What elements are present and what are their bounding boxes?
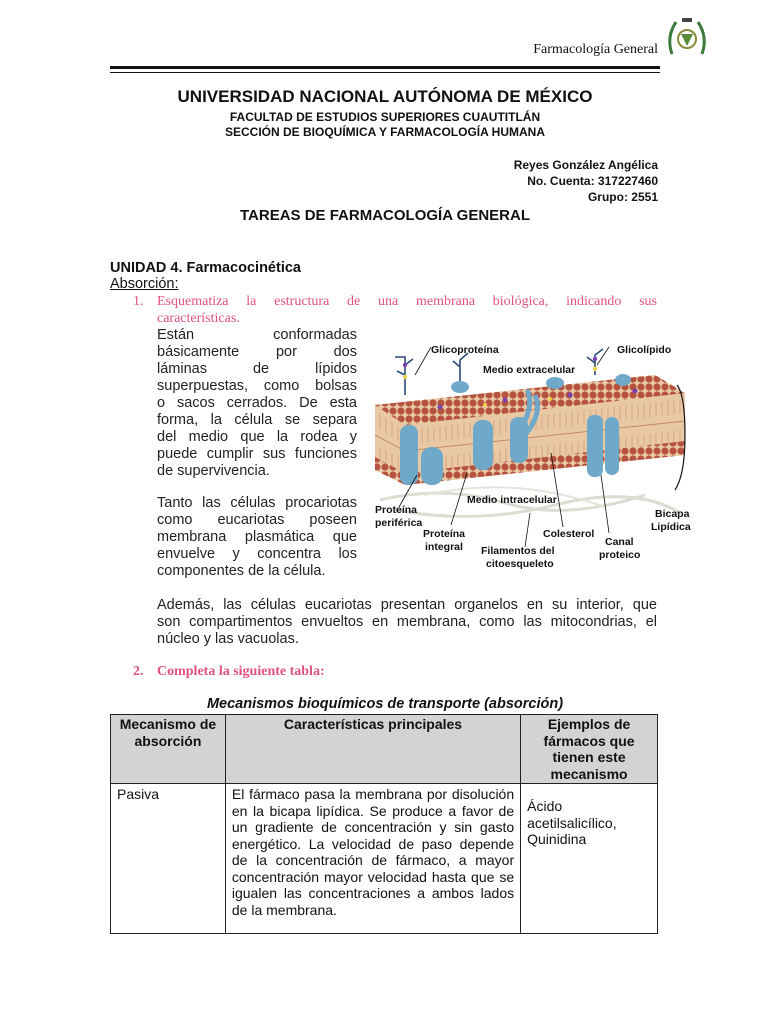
transport-table xyxy=(110,714,658,934)
question-1-number: 1. xyxy=(133,294,144,309)
student-group: Grupo: 2551 xyxy=(587,190,658,204)
header-characteristics: Características principales xyxy=(225,715,520,784)
cell-characteristics: El fármaco pasa la membrana por disolución en la bicapa lipídica. Se produce a favor de un gradiente de concentración y sin gasto energético. La velocidad de paso depende de la concentración de fármaco, a mayor concentración mayor velocidad hasta que se igualen las concentraciones a ambos lados de la membrana. xyxy=(225,784,520,934)
answer-line: forma, la célula se separa xyxy=(157,412,357,428)
integral-protein-shape xyxy=(400,425,418,485)
peripheral-protein-shape xyxy=(421,447,443,485)
label-filaments-2: citoesqueleto xyxy=(486,558,554,570)
membrane-diagram xyxy=(365,335,698,575)
document-title: TAREAS DE FARMACOLOGÍA GENERAL xyxy=(239,207,530,224)
answer-line: de supervivencia. xyxy=(157,463,270,479)
answer-line: como eucariotas poseen xyxy=(157,512,357,528)
cell-examples xyxy=(521,784,658,934)
answer-line: envuelve y concentra los xyxy=(157,546,357,562)
unit-heading: UNIDAD 4. Farmacocinética xyxy=(110,260,301,276)
answer-line: básicamente por dos xyxy=(157,344,357,360)
label-cholesterol: Colesterol xyxy=(543,528,595,540)
header-course: Farmacología General xyxy=(533,42,658,57)
answer-line: núcleo y las vacuolas. xyxy=(157,631,299,647)
question-1-line-1: Esquematiza la estructura de una membrana biológica, indicando sus xyxy=(157,294,657,309)
label-glycoprotein: Glicoproteína xyxy=(431,344,499,356)
answer-line: Tanto las células procariotas xyxy=(157,495,357,511)
label-peripheral-1: Proteína xyxy=(375,504,418,516)
channel-protein-shape xyxy=(605,417,619,475)
university-title: UNIVERSIDAD NACIONAL AUTÓNOMA DE MÉXICO xyxy=(177,87,593,106)
answer-line: puede cumplir sus funciones xyxy=(157,446,357,462)
label-peripheral-2: periférica xyxy=(375,517,423,529)
faculty-title: FACULTAD DE ESTUDIOS SUPERIORES CUAUTITLÁN xyxy=(229,110,541,124)
answer-paragraph-1 xyxy=(157,327,357,480)
header-rule-thin xyxy=(110,72,660,73)
label-intracellular: Medio intracelular xyxy=(467,494,557,506)
table-row xyxy=(111,784,658,934)
header-examples: Ejemplos de fármacos que tienen este mecanismo xyxy=(521,715,658,784)
label-bilayer-1: Bicapa xyxy=(655,508,690,520)
example-drug-1: Ácido acetilsalicílico, xyxy=(527,798,617,831)
student-account: No. Cuenta: 317227460 xyxy=(527,174,658,188)
label-integral-2: integral xyxy=(425,541,463,553)
answer-paragraph-2 xyxy=(157,495,357,580)
answer-line: láminas de lípidos xyxy=(157,361,357,377)
label-channel-2: proteico xyxy=(599,549,641,561)
table-header-row xyxy=(111,715,658,784)
surface-protein-shape xyxy=(615,374,631,386)
answer-line: o sacos cerrados. De esta xyxy=(157,395,357,411)
label-integral-1: Proteína xyxy=(423,528,466,540)
answer-line: componentes de la célula. xyxy=(157,563,326,579)
header-mechanism: Mecanismo de absorción xyxy=(111,715,226,784)
surface-protein-shape xyxy=(451,381,469,393)
channel-protein-shape xyxy=(587,415,603,477)
unit-subheading: Absorción: xyxy=(110,276,179,292)
cell-mechanism: Pasiva xyxy=(111,784,226,934)
question-2-number: 2. xyxy=(133,664,144,679)
surface-protein-shape xyxy=(546,377,564,389)
answer-paragraph-3 xyxy=(157,597,657,648)
question-1-line-2: características. xyxy=(157,311,240,326)
question-2-text: Completa la siguiente tabla: xyxy=(157,664,325,679)
label-extracellular: Medio extracelular xyxy=(483,364,576,376)
answer-line: son compartimentos envueltos en membrana, como las mitocondrias, el xyxy=(157,614,657,630)
section-title: SECCIÓN DE BIOQUÍMICA Y FARMACOLOGÍA HUMANA xyxy=(224,125,545,139)
label-bilayer-2: Lipídica xyxy=(651,521,691,533)
answer-line: Están conformadas xyxy=(157,327,357,343)
faculty-logo xyxy=(662,12,712,62)
student-name: Reyes González Angélica xyxy=(513,158,658,172)
label-filaments-1: Filamentos del xyxy=(481,545,555,557)
header-rule xyxy=(110,66,660,69)
label-channel-1: Canal xyxy=(605,536,634,548)
label-glycolipid: Glicolípido xyxy=(617,344,672,356)
example-drug-2: Quinidina xyxy=(527,831,587,847)
answer-line: membrana plasmática que xyxy=(157,529,357,545)
table-caption: Mecanismos bioquímicos de transporte (absorción) xyxy=(206,696,564,712)
answer-line: Además, las células eucariotas presentan organelos en su interior, que xyxy=(157,597,657,613)
integral-protein-shape xyxy=(473,420,493,470)
answer-line: del medio que la rodea y xyxy=(157,429,357,445)
answer-line: superpuestas, como bolsas xyxy=(157,378,357,394)
glycoprotein-chain xyxy=(453,353,468,381)
